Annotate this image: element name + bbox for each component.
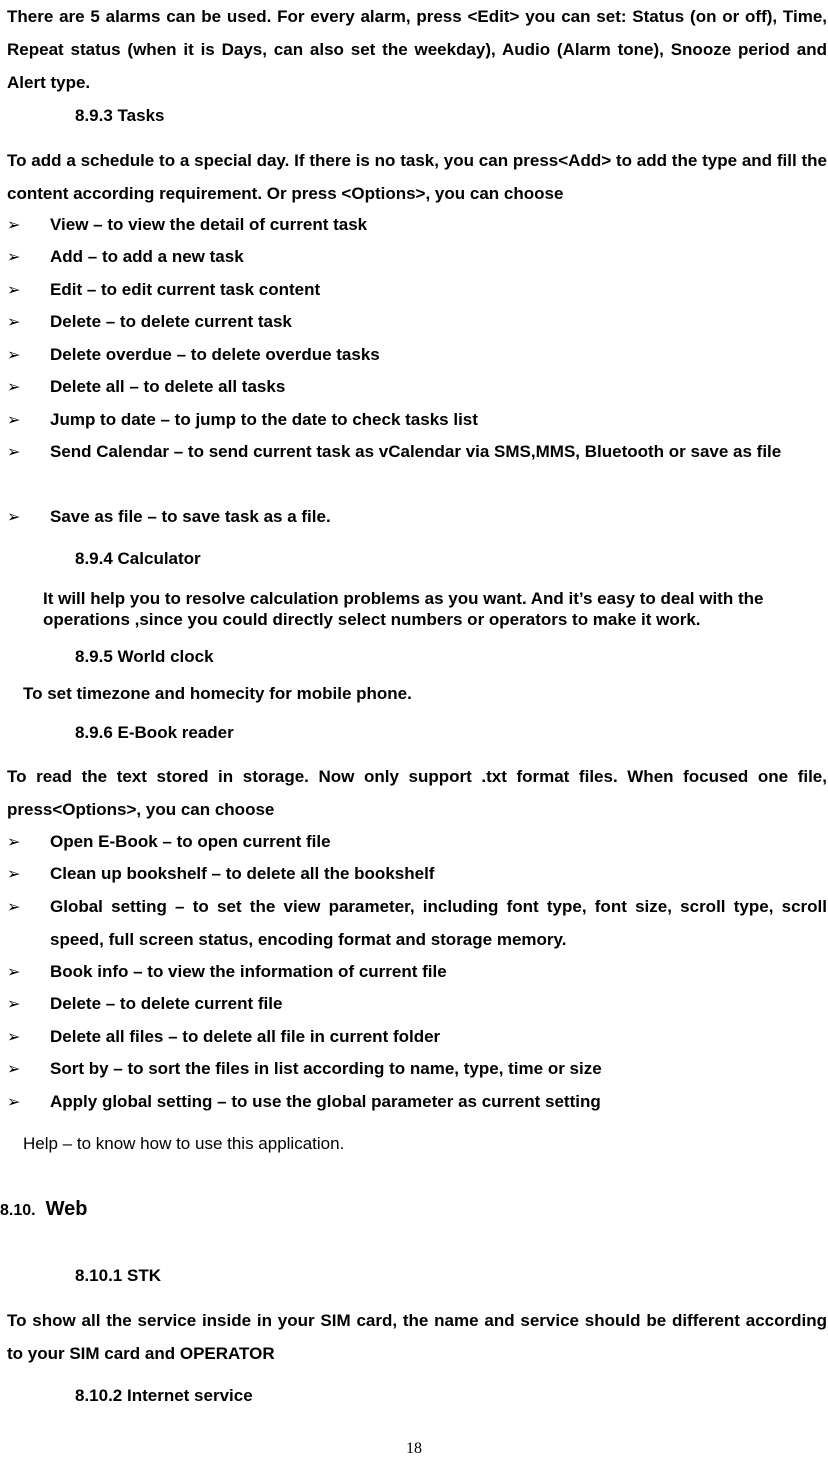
list-item-text: Book info – to view the information of current file	[50, 962, 447, 981]
list-item	[7, 338, 827, 371]
list-item-text: Global setting – to set the view parameter, including font type, font size, scroll type, scroll speed, full screen status, encoding format and storage memory.	[50, 897, 827, 949]
page-number: 18	[406, 1440, 422, 1457]
arrow-bullet-icon: ➢	[7, 994, 21, 1013]
list-item-text: Edit – to edit current task content	[50, 280, 321, 299]
list-item	[7, 435, 827, 501]
arrow-bullet-icon: ➢	[7, 345, 21, 364]
arrow-bullet-icon: ➢	[7, 1059, 21, 1078]
list-item-text: Jump to date – to jump to the date to check tasks list	[50, 410, 478, 429]
list-item	[7, 825, 827, 858]
list-item-text: View – to view the detail of current task	[50, 215, 368, 234]
section-number: 8.10.	[0, 1202, 36, 1219]
arrow-bullet-icon: ➢	[7, 1092, 21, 1111]
calculator-paragraph: It will help you to resolve calculation problems as you want. And it’s easy to deal with the operations ,since you could directly select numbers or operators to make it work.	[43, 589, 764, 629]
list-item	[7, 1020, 827, 1053]
worldclock-paragraph: To set timezone and homecity for mobile phone.	[23, 684, 412, 703]
arrow-bullet-icon: ➢	[7, 864, 21, 883]
arrow-bullet-icon: ➢	[7, 1027, 21, 1046]
arrow-bullet-icon: ➢	[7, 442, 21, 461]
list-item-text: Save as file – to save task as a file.	[50, 507, 331, 526]
list-item-text: Delete overdue – to delete overdue tasks	[50, 345, 380, 364]
list-item-text: Delete – to delete current file	[50, 994, 283, 1013]
list-item	[7, 1052, 827, 1085]
tasks-paragraph: To add a schedule to a special day. If there is no task, you can press<Add> to add the type and fill the content according requirement. Or press <Options>, you can choose	[7, 151, 827, 203]
arrow-bullet-icon: ➢	[7, 507, 21, 526]
worldclock-heading: 8.9.5 World clock	[75, 647, 214, 666]
list-item	[7, 305, 827, 338]
list-item	[7, 273, 827, 306]
list-item-text: Send Calendar – to send current task as vCalendar via SMS,MMS, Bluetooth or save as file	[50, 442, 782, 461]
stk-heading: 8.10.1 STK	[75, 1266, 161, 1285]
list-item	[7, 857, 827, 890]
calculator-heading: 8.9.4 Calculator	[75, 549, 201, 568]
list-item-text: Open E-Book – to open current file	[50, 832, 331, 851]
arrow-bullet-icon: ➢	[7, 897, 21, 916]
arrow-bullet-icon: ➢	[7, 280, 21, 299]
help-text: Help – to know how to use this application.	[23, 1134, 345, 1153]
list-item-text: Delete – to delete current task	[50, 312, 292, 331]
stk-paragraph: To show all the service inside in your SIM card, the name and service should be different according to your SIM card and OPERATOR	[7, 1311, 827, 1363]
list-item	[7, 403, 827, 436]
alarm-paragraph: There are 5 alarms can be used. For every alarm, press <Edit> you can set: Status (on or off), Time, Repeat status (when it is Days, can also set the weekday), Audio (Alarm tone), Snooze period and Alert type.	[7, 7, 827, 92]
list-item	[7, 890, 827, 956]
list-item-text: Sort by – to sort the files in list according to name, type, time or size	[50, 1059, 602, 1078]
arrow-bullet-icon: ➢	[7, 962, 21, 981]
arrow-bullet-icon: ➢	[7, 312, 21, 331]
arrow-bullet-icon: ➢	[7, 832, 21, 851]
list-item	[7, 370, 827, 403]
arrow-bullet-icon: ➢	[7, 377, 21, 396]
list-item-text: Add – to add a new task	[50, 247, 244, 266]
list-item-text: Delete all – to delete all tasks	[50, 377, 286, 396]
internet-service-heading: 8.10.2 Internet service	[75, 1386, 253, 1405]
section-title: Web	[45, 1198, 88, 1220]
ebook-heading: 8.9.6 E-Book reader	[75, 723, 234, 742]
arrow-bullet-icon: ➢	[7, 215, 21, 234]
list-item	[7, 987, 827, 1020]
section-heading-web	[0, 1198, 87, 1221]
ebook-paragraph: To read the text stored in storage. Now only support .txt format files. When focused one file, press<Options>, you can choose	[7, 767, 827, 819]
list-item	[7, 240, 827, 273]
list-item-text: Clean up bookshelf – to delete all the bookshelf	[50, 864, 435, 883]
arrow-bullet-icon: ➢	[7, 247, 21, 266]
arrow-bullet-icon: ➢	[7, 410, 21, 429]
list-item	[7, 208, 827, 241]
list-item	[7, 1085, 827, 1118]
list-item	[7, 500, 827, 533]
list-item-text: Delete all files – to delete all file in current folder	[50, 1027, 441, 1046]
list-item-text: Apply global setting – to use the global parameter as current setting	[50, 1092, 601, 1111]
list-item	[7, 955, 827, 988]
tasks-heading: 8.9.3 Tasks	[75, 106, 165, 125]
